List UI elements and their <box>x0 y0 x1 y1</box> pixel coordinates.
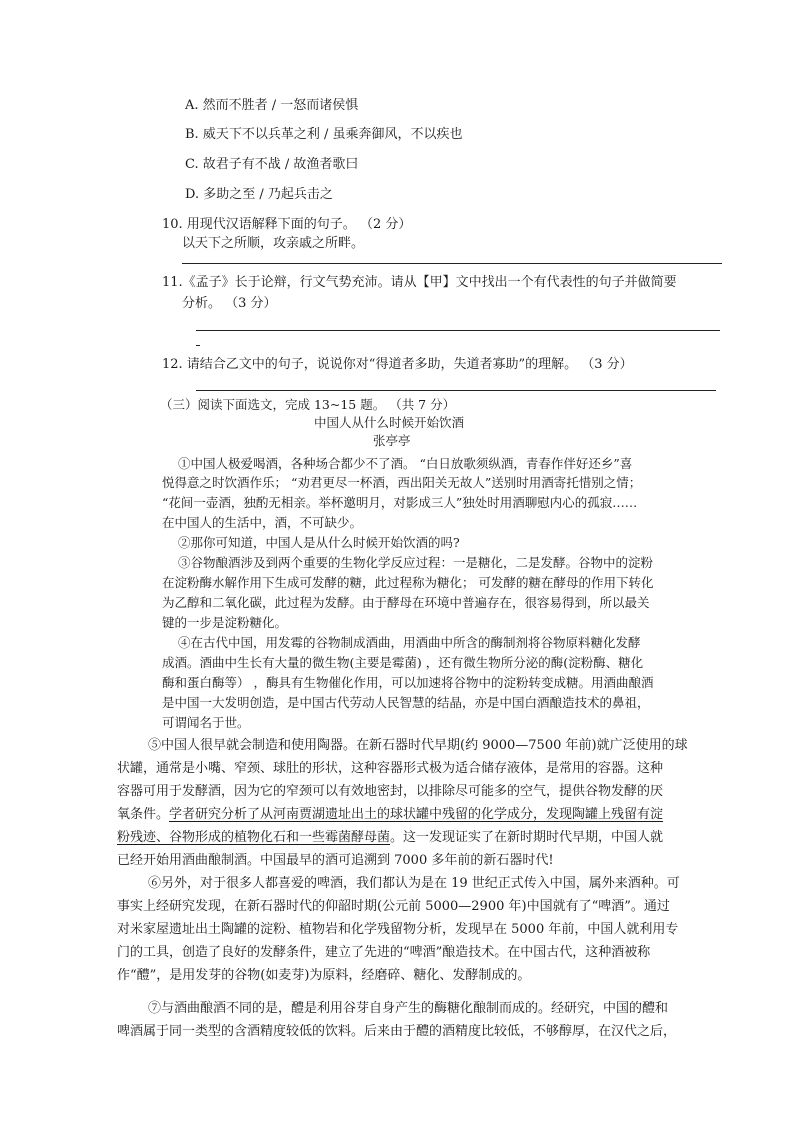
paragraph-4-line: 成酒。酒曲中生长有大量的微生物(主要是霉菌) ，还有微生物所分泌的酶(淀粉酶、糖化 <box>162 655 644 670</box>
option-c: C. 故君子有不战 / 故渔者歌曰 <box>185 157 359 172</box>
paragraph-3-line: 为乙醇和二氧化碳，此过程为发酵。由于酵母在环境中普遍存在，很容易得到，所以最关 <box>162 595 650 610</box>
paragraph-5-text: 。这一发现证实了在新时期时代早期，中国人就 <box>390 830 664 845</box>
paragraph-3-line: ③谷物酿酒涉及到两个重要的生物化学反应过程：一是糖化，二是发酵。谷物中的淀粉 <box>178 555 654 570</box>
paragraph-3-line: 键的一步是淀粉糖化。 <box>162 615 288 630</box>
option-b: B. 威天下不以兵革之利 / 虽乘奔御风，不以疾也 <box>185 127 463 142</box>
paragraph-1-line: 在中国人的生活中，酒，不可缺少。 <box>162 515 363 530</box>
paragraph-4-line: ④在古代中国，用发霉的谷物制成酒曲，用酒曲中所含的酶制剂将谷物原料糖化发酵 <box>178 635 641 650</box>
paragraph-1-line: ①中国人极爱喝酒，各种场合都少不了酒。 “白日放歌须纵酒，青春作伴好还乡”喜 <box>178 456 633 471</box>
paragraph-4-line: 酶和蛋白酶等） ，酶具有生物催化作用，可以加速将谷物中的淀粉转变成糖。用酒曲酿酒 <box>162 675 654 690</box>
question-11-line2: 分析。 （3 分） <box>182 296 277 311</box>
underlined-sentence: 学者研究分析了从河南贾湖遗址出土的球状罐中残留的化学成分，发现陶罐上残留有淀 <box>169 807 664 822</box>
paragraph-6-line: 门的工具，创造了良好的发酵条件，建立了先进的“啤酒”酿造技术。在中国古代，这种酒被称 <box>117 945 651 960</box>
answer-line-11[interactable] <box>196 330 720 331</box>
paragraph-4-line: 是中国一大发明创造，是中国古代劳动人民智慧的结晶，亦是中国白酒酿造技术的鼻祖， <box>162 695 650 710</box>
paragraph-3-line: 在淀粉酶水解作用下生成可发酵的糖，此过程称为糖化； 可发酵的糖在酵母的作用下转化 <box>162 575 654 590</box>
paragraph-4-line: 可谓闻名于世。 <box>162 715 250 730</box>
paragraph-5-line: 已经开始用酒曲酿制酒。中国最早的酒可追溯到 7000 多年前的新石器时代! <box>117 853 554 868</box>
paragraph-6-line: 对米家屋遗址出土陶罐的淀粉、植物岩和化学残留物分析，发现早在 5000 年前，中国人就利用专 <box>117 922 679 937</box>
paragraph-5-line: 容器可用于发酵酒，因为它的窄颈可以有效地密封，以排除尽可能多的空气，提供谷物发酵的厌 <box>117 784 664 799</box>
paragraph-7-line: 啤酒属于同一类型的含酒精度较低的饮料。后来由于醴的酒精度比较低，不够醇厚，在汉代之后， <box>117 1024 677 1039</box>
question-10-stem: 10. 用现代汉语解释下面的句子。 （2 分） <box>162 217 412 232</box>
answer-line-10[interactable] <box>182 263 722 264</box>
underlined-sentence: 粉残迹、谷物形成的植物化石和一些霉菌酵母菌 <box>117 830 391 845</box>
option-a: A. 然而不胜者 / 一怒而诸侯惧 <box>185 98 359 113</box>
answer-line-11-mark <box>196 345 200 346</box>
question-12-stem: 12. 请结合乙文中的句子，说说你对“得道者多助，失道者寡助”的理解。 （3 分） <box>162 357 633 372</box>
paragraph-7-line: ⑦与酒曲酿酒不同的是，醴是利用谷芽自身产生的酶糖化酿制而成的。经研究，中国的醴和 <box>148 1001 669 1016</box>
paragraph-6-line: ⑥另外，对于很多人都喜爱的啤酒，我们都认为是在 19 世纪正式传入中国，属外来酒种。可 <box>148 876 680 891</box>
question-10-sentence: 以天下之所顺，攻亲戚之所畔。 <box>182 236 365 251</box>
paragraph-5-line <box>117 829 663 847</box>
paragraph-2-line: ②那你可知道，中国人是从什么时候开始饮酒的吗? <box>178 535 460 550</box>
section-3-header: （三）阅读下面选文，完成 13~15 题。 （共 7 分） <box>160 397 456 412</box>
paragraph-1-line: “花间一壶酒，独酌无相亲。举杯邀明月，对影成三人”独处时用酒聊慰内心的孤寂…… <box>162 495 638 510</box>
paragraph-6-line: 作“醴”，是用发芽的谷物(如麦芽)为原料，经磨碎、糖化、发酵制成的。 <box>117 968 531 983</box>
answer-line-12[interactable] <box>196 390 716 391</box>
article-title: 中国人从什么时候开始饮酒 <box>314 415 465 430</box>
option-d: D. 多助之至 / 乃起兵击之 <box>185 187 333 202</box>
article-author: 张亭亭 <box>373 433 411 448</box>
paragraph-1-line: 悦得意之时饮酒作乐； “劝君更尽一杯酒，西出阳关无故人”送别时用酒寄托惜别之情； <box>162 475 642 490</box>
paragraph-5-line: 状罐，通常是小嘴、窄颈、球肚的形状，这种容器形式极为适合储存液体，是常用的容器。这种 <box>117 761 664 776</box>
question-11-line1: 11.《孟子》长于论辩，行文气势充沛。请从【甲】文中找出一个有代表性的句子并做简要 <box>162 275 677 290</box>
paragraph-5-line <box>117 806 663 824</box>
paragraph-5-line: ⑤中国人很早就会制造和使用陶器。在新石器时代早期(约 9000—7500 年前)就广泛使用的球 <box>148 738 688 753</box>
paragraph-6-line: 事实上经研究发现，在新石器时代的仰韶时期(公元前 5000—2900 年)中国就有了“啤酒”。通过 <box>117 899 670 914</box>
paragraph-5-text: 氧条件。 <box>117 807 170 822</box>
